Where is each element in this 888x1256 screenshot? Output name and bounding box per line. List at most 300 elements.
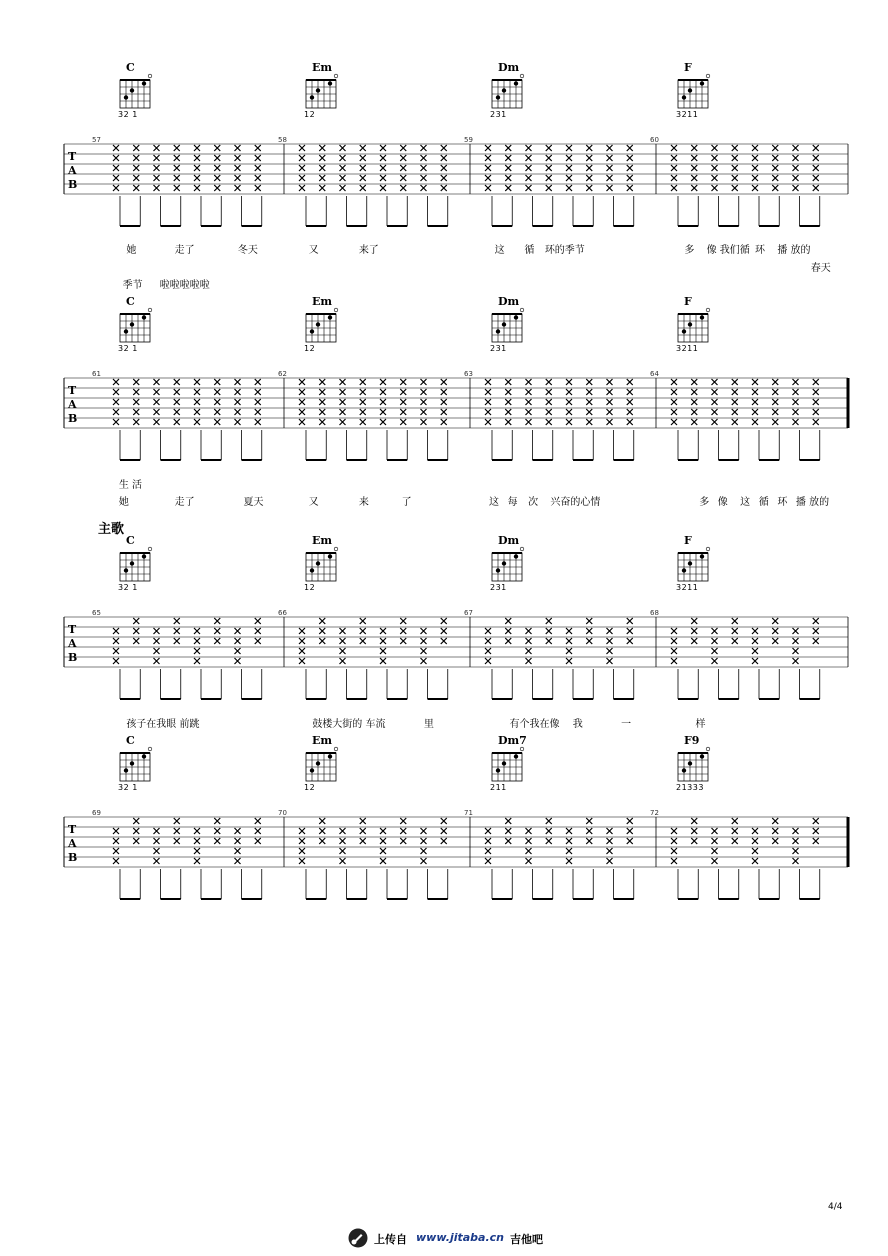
strum-mark <box>380 828 386 834</box>
footer-url[interactable]: www.jitaba.cn <box>416 1231 505 1244</box>
strum-mark <box>627 628 633 634</box>
strum-mark <box>299 145 305 151</box>
strum-mark <box>586 838 592 844</box>
strum-mark <box>732 379 738 385</box>
strum-mark <box>113 165 119 171</box>
finger-dot <box>688 761 692 765</box>
strum-mark <box>194 419 200 425</box>
lyric-text: 兴奋的心情 <box>550 497 601 508</box>
footer-suffix: 吉他吧 <box>510 1233 543 1246</box>
chord-name: Em <box>312 534 333 547</box>
strum-mark <box>526 155 532 161</box>
strum-mark <box>546 145 552 151</box>
finger-dot <box>124 568 128 572</box>
strum-mark <box>174 409 180 415</box>
strum-mark <box>174 628 180 634</box>
strum-mark <box>752 419 758 425</box>
strum-mark <box>400 399 406 405</box>
strum-mark <box>485 648 491 654</box>
strum-mark <box>380 389 386 395</box>
strum-mark <box>607 185 613 191</box>
strum-mark <box>360 419 366 425</box>
finger-dot <box>700 315 704 319</box>
strum-mark <box>586 628 592 634</box>
strum-mark <box>154 145 160 151</box>
strum-mark <box>546 379 552 385</box>
strum-mark <box>566 648 572 654</box>
strum-mark <box>340 185 346 191</box>
strum-mark <box>813 379 819 385</box>
strum-mark <box>505 618 511 624</box>
strum-mark <box>793 145 799 151</box>
strum-mark <box>133 409 139 415</box>
strum-mark <box>607 175 613 181</box>
lyric-text: 夏天 <box>243 497 264 508</box>
finger-dot <box>502 322 506 326</box>
tab-clef: A <box>68 398 77 411</box>
strum-mark <box>133 628 139 634</box>
strum-mark <box>607 838 613 844</box>
strum-mark <box>441 389 447 395</box>
strum-mark <box>813 185 819 191</box>
strum-mark <box>712 858 718 864</box>
strum-mark <box>793 155 799 161</box>
strum-mark <box>441 818 447 824</box>
strum-mark <box>154 165 160 171</box>
strum-mark <box>712 155 718 161</box>
strum-mark <box>235 145 241 151</box>
strum-mark <box>133 419 139 425</box>
strum-mark <box>793 658 799 664</box>
strum-mark <box>671 379 677 385</box>
chord-name: C <box>126 534 135 547</box>
open-string-marker <box>520 74 524 78</box>
strum-mark <box>194 838 200 844</box>
finger-numbers: 231 <box>490 583 507 592</box>
strum-mark <box>813 175 819 181</box>
strum-mark <box>319 628 325 634</box>
lyric-text: 样 <box>695 719 706 730</box>
strum-mark <box>154 648 160 654</box>
strum-mark <box>586 399 592 405</box>
strum-mark <box>441 618 447 624</box>
open-string-marker <box>706 308 710 312</box>
strum-mark <box>485 389 491 395</box>
strum-mark <box>214 389 220 395</box>
lyric-text: 这 <box>494 245 505 256</box>
strum-mark <box>793 389 799 395</box>
strum-mark <box>485 379 491 385</box>
strum-mark <box>340 379 346 385</box>
strum-mark <box>380 399 386 405</box>
finger-dot <box>130 88 134 92</box>
strum-mark <box>566 185 572 191</box>
finger-dot <box>700 554 704 558</box>
strum-mark <box>485 419 491 425</box>
chord-name: C <box>126 61 135 74</box>
strum-mark <box>380 379 386 385</box>
strum-mark <box>340 658 346 664</box>
lyric-text: 播 放的 <box>795 497 830 508</box>
strum-mark <box>526 848 532 854</box>
strum-mark <box>566 628 572 634</box>
strum-mark <box>526 145 532 151</box>
strum-mark <box>319 828 325 834</box>
open-string-marker <box>706 747 710 751</box>
strum-mark <box>627 838 633 844</box>
strum-mark <box>813 165 819 171</box>
strum-mark <box>360 185 366 191</box>
strum-mark <box>505 399 511 405</box>
strum-mark <box>485 185 491 191</box>
strum-mark <box>586 145 592 151</box>
strum-mark <box>235 658 241 664</box>
finger-dot <box>682 329 686 333</box>
strum-mark <box>360 618 366 624</box>
strum-mark <box>671 638 677 644</box>
measure-number: 63 <box>464 370 473 378</box>
open-string-marker <box>148 308 152 312</box>
lyric-text: 孩子在我眼 前跳 <box>126 719 200 730</box>
strum-mark <box>319 409 325 415</box>
lyric-text: 来了 <box>358 245 379 256</box>
measure-number: 70 <box>278 809 287 817</box>
strum-mark <box>299 628 305 634</box>
strum-mark <box>627 175 633 181</box>
lyric-text: 鼓楼大街的 车流 <box>312 719 386 730</box>
strum-mark <box>255 618 261 624</box>
strum-mark <box>526 628 532 634</box>
finger-dot <box>124 768 128 772</box>
strum-mark <box>505 145 511 151</box>
strum-mark <box>255 389 261 395</box>
strum-mark <box>194 185 200 191</box>
strum-mark <box>546 185 552 191</box>
open-string-marker <box>148 74 152 78</box>
strum-mark <box>505 628 511 634</box>
strum-mark <box>214 409 220 415</box>
strum-mark <box>712 848 718 854</box>
strum-mark <box>772 419 778 425</box>
strum-mark <box>154 628 160 634</box>
strum-mark <box>691 185 697 191</box>
strum-mark <box>174 155 180 161</box>
strum-mark <box>546 409 552 415</box>
strum-mark <box>319 419 325 425</box>
strum-mark <box>627 818 633 824</box>
strum-mark <box>566 145 572 151</box>
finger-dot <box>316 88 320 92</box>
lyric-text: 生 活 <box>118 480 143 491</box>
strum-mark <box>255 818 261 824</box>
strum-mark <box>732 389 738 395</box>
strum-mark <box>255 409 261 415</box>
lyric-text: 像 我们循 <box>706 245 750 256</box>
strum-mark <box>566 399 572 405</box>
strum-mark <box>586 828 592 834</box>
strum-mark <box>214 419 220 425</box>
strum-mark <box>712 165 718 171</box>
strum-mark <box>566 175 572 181</box>
strum-mark <box>214 145 220 151</box>
strum-mark <box>360 379 366 385</box>
strum-mark <box>691 838 697 844</box>
finger-dot <box>142 754 146 758</box>
strum-mark <box>732 155 738 161</box>
strum-mark <box>380 848 386 854</box>
strum-mark <box>400 818 406 824</box>
strum-mark <box>712 658 718 664</box>
lyric-text: 循 <box>758 497 769 508</box>
finger-numbers: 32 1 <box>118 344 138 353</box>
strum-mark <box>485 175 491 181</box>
strum-mark <box>793 638 799 644</box>
strum-mark <box>485 848 491 854</box>
strum-mark <box>441 155 447 161</box>
lyric-text: 像 <box>717 497 728 508</box>
lyric-text: 环 <box>777 497 788 508</box>
strum-mark <box>627 379 633 385</box>
strum-mark <box>712 648 718 654</box>
strum-mark <box>505 409 511 415</box>
strum-mark <box>255 838 261 844</box>
strum-mark <box>732 145 738 151</box>
strum-mark <box>712 838 718 844</box>
strum-mark <box>340 848 346 854</box>
strum-mark <box>566 165 572 171</box>
lyric-text: 啦啦啦啦啦 <box>159 280 210 291</box>
tab-clef: T <box>68 623 77 636</box>
strum-mark <box>793 848 799 854</box>
strum-mark <box>400 638 406 644</box>
strum-mark <box>691 379 697 385</box>
strum-mark <box>526 648 532 654</box>
finger-dot <box>124 95 128 99</box>
strum-mark <box>526 379 532 385</box>
tab-clef: B <box>68 178 78 191</box>
strum-mark <box>113 175 119 181</box>
strum-mark <box>671 828 677 834</box>
strum-mark <box>299 399 305 405</box>
strum-mark <box>712 399 718 405</box>
open-string-marker <box>334 74 338 78</box>
strum-mark <box>380 409 386 415</box>
strum-mark <box>194 828 200 834</box>
finger-dot <box>514 81 518 85</box>
finger-dot <box>682 95 686 99</box>
finger-dot <box>514 554 518 558</box>
strum-mark <box>732 409 738 415</box>
strum-mark <box>380 419 386 425</box>
strum-mark <box>671 389 677 395</box>
strum-mark <box>235 155 241 161</box>
strum-mark <box>113 848 119 854</box>
strum-mark <box>340 828 346 834</box>
strum-mark <box>752 638 758 644</box>
strum-mark <box>505 165 511 171</box>
strum-mark <box>380 145 386 151</box>
strum-mark <box>133 399 139 405</box>
chord-name: Dm <box>498 61 520 74</box>
chord-name: Dm <box>498 534 520 547</box>
strum-mark <box>441 379 447 385</box>
strum-mark <box>526 175 532 181</box>
finger-numbers: 3211 <box>676 583 699 592</box>
strum-mark <box>691 618 697 624</box>
strum-mark <box>174 185 180 191</box>
strum-mark <box>607 165 613 171</box>
strum-mark <box>340 399 346 405</box>
strum-mark <box>485 838 491 844</box>
finger-numbers: 32 1 <box>118 110 138 119</box>
strum-mark <box>380 858 386 864</box>
lyric-text: 循 <box>524 245 535 256</box>
finger-dot <box>130 761 134 765</box>
strum-mark <box>255 628 261 634</box>
strum-mark <box>752 628 758 634</box>
strum-mark <box>566 638 572 644</box>
strum-mark <box>772 618 778 624</box>
strum-mark <box>299 658 305 664</box>
strum-mark <box>113 858 119 864</box>
strum-mark <box>607 858 613 864</box>
finger-dot <box>496 768 500 772</box>
finger-dot <box>700 754 704 758</box>
lyric-text: 她 <box>118 497 129 508</box>
strum-mark <box>194 155 200 161</box>
strum-mark <box>154 389 160 395</box>
strum-mark <box>421 165 427 171</box>
strum-mark <box>113 379 119 385</box>
strum-mark <box>441 175 447 181</box>
lyric-text: 多 <box>684 245 695 256</box>
strum-mark <box>671 145 677 151</box>
strum-mark <box>732 838 738 844</box>
strum-mark <box>214 185 220 191</box>
strum-mark <box>400 389 406 395</box>
strum-mark <box>566 838 572 844</box>
strum-mark <box>214 618 220 624</box>
strum-mark <box>319 389 325 395</box>
strum-mark <box>235 648 241 654</box>
strum-mark <box>299 638 305 644</box>
strum-mark <box>732 628 738 634</box>
chord-name: F <box>684 534 692 547</box>
strum-mark <box>752 145 758 151</box>
strum-mark <box>691 155 697 161</box>
strum-mark <box>299 828 305 834</box>
strum-mark <box>671 155 677 161</box>
tab-clef: B <box>68 651 78 664</box>
strum-mark <box>400 618 406 624</box>
strum-mark <box>255 155 261 161</box>
strum-mark <box>586 389 592 395</box>
chord-name: Dm7 <box>498 734 527 747</box>
strum-mark <box>752 858 758 864</box>
strum-mark <box>566 658 572 664</box>
chord-name: Dm <box>498 295 520 308</box>
strum-mark <box>607 399 613 405</box>
footer-watermark <box>348 1228 548 1248</box>
chord-name: Em <box>312 295 333 308</box>
strum-mark <box>526 399 532 405</box>
strum-mark <box>154 155 160 161</box>
strum-mark <box>174 818 180 824</box>
strum-mark <box>566 155 572 161</box>
strum-mark <box>400 185 406 191</box>
measure-number: 57 <box>92 136 101 144</box>
finger-numbers: 231 <box>490 344 507 353</box>
strum-mark <box>174 379 180 385</box>
strum-mark <box>133 185 139 191</box>
strum-mark <box>441 838 447 844</box>
measure-number: 62 <box>278 370 287 378</box>
finger-numbers: 231 <box>490 110 507 119</box>
measure-number: 64 <box>650 370 659 378</box>
strum-mark <box>255 379 261 385</box>
strum-mark <box>340 648 346 654</box>
strum-mark <box>813 409 819 415</box>
strum-mark <box>421 389 427 395</box>
strum-mark <box>752 409 758 415</box>
strum-mark <box>691 389 697 395</box>
lyric-text: 多 <box>699 497 710 508</box>
strum-mark <box>255 399 261 405</box>
strum-mark <box>360 838 366 844</box>
strum-mark <box>319 618 325 624</box>
strum-mark <box>174 145 180 151</box>
strum-mark <box>154 638 160 644</box>
strum-mark <box>421 185 427 191</box>
strum-mark <box>299 175 305 181</box>
strum-mark <box>299 648 305 654</box>
strum-mark <box>732 175 738 181</box>
strum-mark <box>712 409 718 415</box>
strum-mark <box>752 379 758 385</box>
strum-mark <box>214 818 220 824</box>
strum-mark <box>505 185 511 191</box>
strum-mark <box>732 818 738 824</box>
open-string-marker <box>706 74 710 78</box>
strum-mark <box>772 389 778 395</box>
strum-mark <box>174 419 180 425</box>
strum-mark <box>671 848 677 854</box>
strum-mark <box>546 638 552 644</box>
open-string-marker <box>520 747 524 751</box>
strum-mark <box>299 379 305 385</box>
strum-mark <box>607 848 613 854</box>
finger-dot <box>502 561 506 565</box>
strum-mark <box>752 389 758 395</box>
strum-mark <box>505 419 511 425</box>
strum-mark <box>607 628 613 634</box>
strum-mark <box>194 628 200 634</box>
strum-mark <box>319 818 325 824</box>
lyric-text: 走了 <box>174 245 195 256</box>
strum-mark <box>235 858 241 864</box>
strum-mark <box>340 638 346 644</box>
chord-name: F9 <box>684 734 700 747</box>
strum-mark <box>586 409 592 415</box>
strum-mark <box>526 858 532 864</box>
lyric-text: 季节 <box>122 280 143 291</box>
strum-mark <box>174 389 180 395</box>
strum-mark <box>505 379 511 385</box>
strum-mark <box>712 638 718 644</box>
strum-mark <box>485 165 491 171</box>
strum-mark <box>235 165 241 171</box>
strum-mark <box>586 185 592 191</box>
